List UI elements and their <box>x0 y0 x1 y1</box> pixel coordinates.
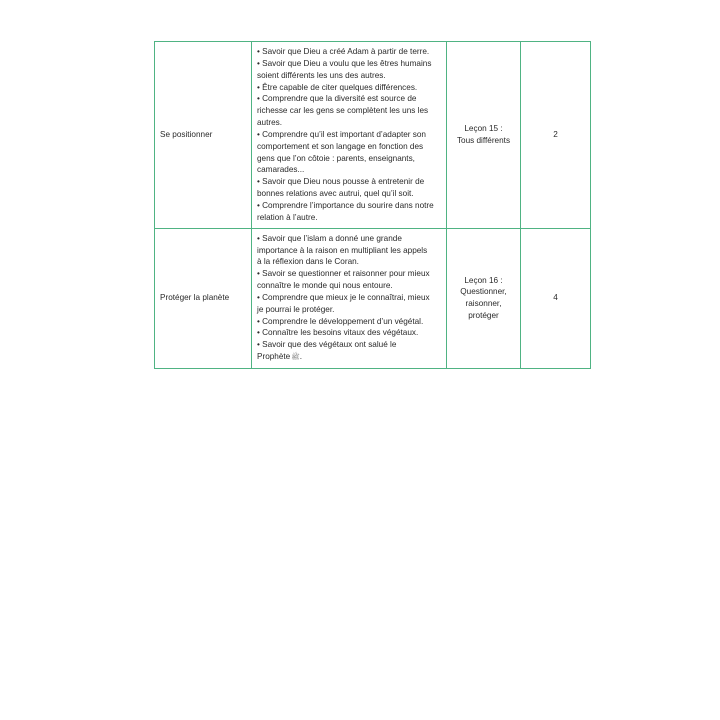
lesson-title: Leçon 16 : <box>464 275 503 285</box>
theme-label: Se positionner <box>160 129 213 139</box>
objectives-cell <box>252 228 447 368</box>
table-row <box>155 228 591 368</box>
objective-item: • Comprendre le développement d’un végétal. <box>257 316 424 326</box>
objective-item: • Connaître les besoins vitaux des végétaux. <box>257 328 419 338</box>
session-count: 4 <box>553 293 558 303</box>
table-row <box>155 42 591 229</box>
lesson-name: protéger <box>468 311 499 321</box>
objective-item: • Savoir que l’islam a donné une grande importance à la raison en multipliant les appels à la réflexion dans le Coran. <box>257 233 428 267</box>
pbuh-honorific-icon: ﷺ <box>291 353 300 362</box>
theme-label: Protéger la planète <box>160 293 230 303</box>
objective-item: • Savoir que Dieu nous pousse à entretenir de bonnes relations avec autrui, quel qu’il soit. <box>257 177 425 199</box>
session-count-cell <box>521 228 591 368</box>
objective-item: • Comprendre que la diversité est source de richesse car les gens se complètent les uns les autres. <box>257 94 429 128</box>
objective-item: • Savoir que des végétaux ont salué le Prophèteﷺ. <box>257 339 442 364</box>
session-count-cell <box>521 42 591 229</box>
objective-item: • Savoir se questionner et raisonner pour mieux connaître le monde qui nous entoure. <box>257 269 430 291</box>
objective-item: • Être capable de citer quelques différences. <box>257 82 418 92</box>
curriculum-table <box>154 41 591 369</box>
lesson-cell <box>447 228 521 368</box>
lesson-cell <box>447 42 521 229</box>
lesson-name: Tous différents <box>456 135 511 145</box>
lesson-name: raisonner, <box>465 299 502 309</box>
objective-item: • Comprendre que mieux je le connaîtrai, mieux je pourrai le protéger. <box>257 292 430 314</box>
objective-item: • Savoir que Dieu a créé Adam à partir de terre. <box>257 47 430 56</box>
lesson-name: Questionner, <box>460 287 507 297</box>
objectives-cell <box>252 42 447 229</box>
theme-cell <box>155 228 252 368</box>
objective-item: • Savoir que Dieu a voulu que les êtres humains soient différents les uns des autres. <box>257 58 432 80</box>
objective-item: • Comprendre qu’il est important d’adapter son comportement et son langage en fonction des gens que l’on côtoie : parents, enseignants, camarades... <box>257 129 426 175</box>
lesson-title: Leçon 15 : <box>464 123 503 133</box>
objectives-list <box>257 46 442 224</box>
objectives-list <box>257 233 442 364</box>
objective-item: • Comprendre l’importance du sourire dans notre relation à l’autre. <box>257 200 434 222</box>
theme-cell <box>155 42 252 229</box>
session-count: 2 <box>553 129 558 139</box>
